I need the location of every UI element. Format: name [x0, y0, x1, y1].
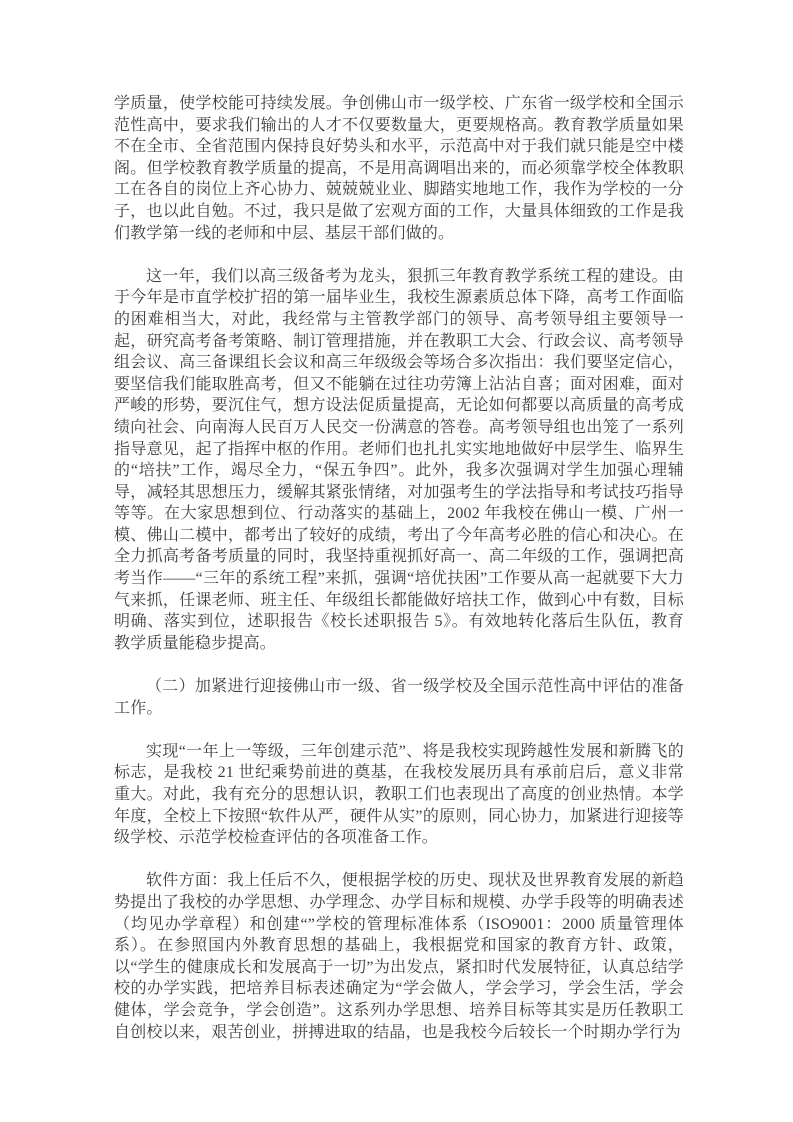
- paragraph-software-aspect: 软件方面：我上任后不久，便根据学校的历史、现状及世界教育发展的新趋势提出了我校的办学思想、办学理念、办学目标和规模、办学手段等的明确表述（均见办学章程）和创建“”学校的管理标准体系（ISO9001：2000 质量管理体系）。在参照国内外教育思想的基础上，我根据党和国家的教育方针、政策，以“学生的健康成长和发展高于一切”为出发点，紧扣时代发展特征，认真总结学校的办学实践，把培养目标表述确定为“学会做人，学会学习，学会生活，学会健体，学会竞争，学会创造”。这系列办学思想、培养目标等其实是历任教职工自创校以来，艰苦创业，拼搏进取的结晶，也是我校今后较长一个时期办学行为: [114, 872, 684, 1041]
- section-heading-2: （二）加紧进行迎接佛山市一级、省一级学校及全国示范性高中评估的准备工作。: [114, 678, 684, 717]
- paragraph-gaokao-preparation: 这一年，我们以高三级备考为龙头，狠抓三年教育教学系统工程的建设。由于今年是市直学校扩招的第一届毕业生，我校生源素质总体下降，高考工作面临的困难相当大，对此，我经常与主管教学部门的领导、高考领导组主要领导一起，研究高考备考策略、制订管理措施，并在教职工大会、行政会议、高考领导组会议、高三备课组长会议和高三年级级会等场合多次指出：我们要坚定信心，要坚信我们能取胜高考，但又不能躺在过往功劳簿上沾沾自喜；面对困难，面对严峻的形势，要沉住气，想方设法促质量提高，无论如何都要以高质量的高考成绩向社会、向南海人民百万人民交一份满意的答卷。高考领导组也出笼了一系列指导意见，起了指挥中枢的作用。老师们也扎扎实实地地做好中层学生、临界生的“培扶”工作，竭尽全力，“保五争四”。此外，我多次强调对学生加强心理辅导，减轻其思想压力，缓解其紧张情绪，对加强考生的学法指导和考试技巧指导等等。在大家思想到位、行动落实的基础上，2002 年我校在佛山一模、广州一模、佛山二模中，都考出了较好的成绩，考出了今年高考必胜的信心和决心。在全力抓高考备考质量的同时，我坚持重视抓好高一、高二年级的工作，强调把高考当作——“三年的系统工程”来抓，强调“培优扶困”工作要从高一起就要下大力气来抓，任课老师、班主任、年级组长都能做好培扶工作，做到心中有数，目标明确、落实到位，述职报告《校长述职报告 5》。有效地转化落后生队伍，教育教学质量能稳步提高。: [114, 267, 684, 652]
- paragraph-evaluation-goal: 实现“一年上一等级，三年创建示范”、将是我校实现跨越性发展和新腾飞的标志，是我校 21 世纪乘势前进的奠基，在我校发展历具有承前启后，意义非常重大。对此，我有充分的思想认识，教职工们也表现出了高度的创业热情。本学年度，全校上下按照“软件从严，硬件从实”的原则，同心协力，加紧进行迎接等级学校、示范学校检查评估的各项准备工作。: [114, 742, 684, 847]
- paragraph-continued: 学质量，使学校能可持续发展。争创佛山市一级学校、广东省一级学校和全国示范性高中，要求我们输出的人才不仅要数量大，更要规格高。教育教学质量如果不在全市、全省范围内保持良好势头和水平，示范高中对于我们就只能是空中楼阁。但学校教育教学质量的提高，不是用高调唱出来的，而必须靠学校全体教职工在各自的岗位上齐心协力、兢兢兢业业、脚踏实地地工作，我作为学校的一分子，也以此自勉。不过，我只是做了宏观方面的工作，大量具体细致的工作是我们教学第一线的老师和中层、基层干部们做的。: [114, 95, 684, 242]
- document-body: [114, 93, 684, 1043]
